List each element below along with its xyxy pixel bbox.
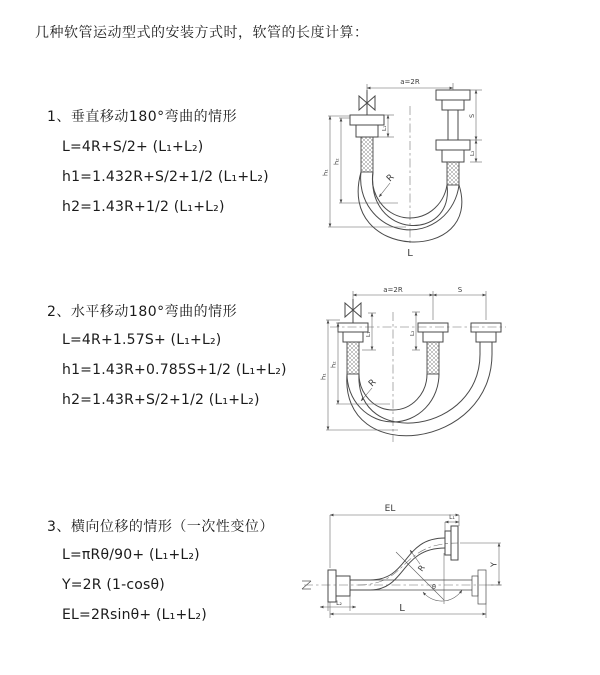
dim-label-s: S (457, 286, 463, 294)
radius-label: R (367, 377, 379, 390)
valve-icon (359, 90, 375, 115)
dim-l (330, 602, 486, 618)
dim-label-l2: L₂ (410, 330, 416, 336)
dim-label-l1: L₁ (366, 331, 372, 337)
dim-l2 (470, 140, 482, 162)
dim-l1 (378, 115, 394, 137)
diagram-vertical-180-bend (310, 70, 600, 265)
dim-label-h1: h₁ (319, 373, 328, 380)
section-3-formula-y: Y=2R (1-cosθ) (62, 577, 165, 593)
section-1-heading: 1、垂直移动180°弯曲的情形 (47, 109, 238, 125)
dim-label-h2: h₂ (332, 158, 341, 165)
dim-label-l2: L₂ (336, 600, 342, 607)
valve-icon (345, 299, 361, 323)
section-1-formula-h1: h1=1.432R+S/2+1/2 (L₁+L₂) (62, 169, 269, 185)
dim-label-el: EL (384, 504, 396, 514)
diagram-horizontal-180-bend (310, 282, 600, 454)
dim-label-l1: L₁ (449, 514, 455, 521)
dim-label-y: Y (489, 562, 499, 567)
radius-leader (379, 173, 397, 197)
radius-leader (361, 378, 379, 401)
dim-y (460, 543, 501, 585)
theta-label: θ (432, 583, 436, 591)
section-3-heading: 3、横向位移的情形（一次性变位） (47, 519, 274, 535)
section-1-formula-l: L=4R+S/2+ (L₁+L₂) (62, 139, 204, 155)
page-title: 几种软管运动型式的安装方式时，软管的长度计算： (35, 25, 369, 41)
dim-label-a2r: a=2R (383, 286, 403, 294)
radius-label: R (416, 563, 427, 574)
dim-label-h2: h₂ (329, 361, 338, 368)
length-label: L (407, 248, 413, 259)
section-2-formula-l: L=4R+1.57S+ (L₁+L₂) (62, 332, 222, 348)
section-1-formula-h2: h2=1.43R+1/2 (L₁+L₂) (62, 199, 225, 215)
radius-leader (410, 550, 427, 573)
middle-pipe-flange (418, 323, 448, 374)
left-pipe-flange (338, 323, 368, 374)
diagram-lateral-displacement (298, 498, 600, 648)
hose-s-curve (350, 526, 458, 590)
length-label: L (399, 603, 405, 614)
dim-label-l1: L₁ (382, 125, 388, 131)
section-2-heading: 2、水平移动180°弯曲的情形 (47, 304, 238, 320)
section-2-formula-h1: h1=1.43R+0.785S+1/2 (L₁+L₂) (62, 362, 287, 378)
phantom-pipe (350, 570, 486, 604)
dim-a2r (353, 286, 486, 320)
section-2-formula-h2: h2=1.43R+S/2+1/2 (L₁+L₂) (62, 392, 260, 408)
radius-label: R (385, 172, 397, 185)
hose-u-bend (347, 352, 492, 436)
right-pipe-flanges (436, 90, 470, 185)
right-pipe-flange (471, 323, 501, 352)
section-3-formula-l: L=πRθ/90+ (L₁+L₂) (62, 547, 200, 563)
dim-l1 (445, 514, 459, 531)
dim-h2 (330, 323, 391, 404)
dim-l2 (320, 596, 356, 611)
dim-s (433, 286, 486, 295)
dim-label-l2: L₂ (470, 150, 476, 156)
dim-label-h1: h₁ (321, 169, 330, 176)
dim-el (330, 504, 459, 568)
dim-label-s: S (468, 113, 476, 118)
section-3-formula-el: EL=2Rsinθ+ (L₁+L₂) (62, 607, 207, 623)
dim-label-a2r: a=2R (400, 78, 420, 86)
left-flange (328, 570, 350, 602)
left-pipe-flange (350, 115, 384, 172)
